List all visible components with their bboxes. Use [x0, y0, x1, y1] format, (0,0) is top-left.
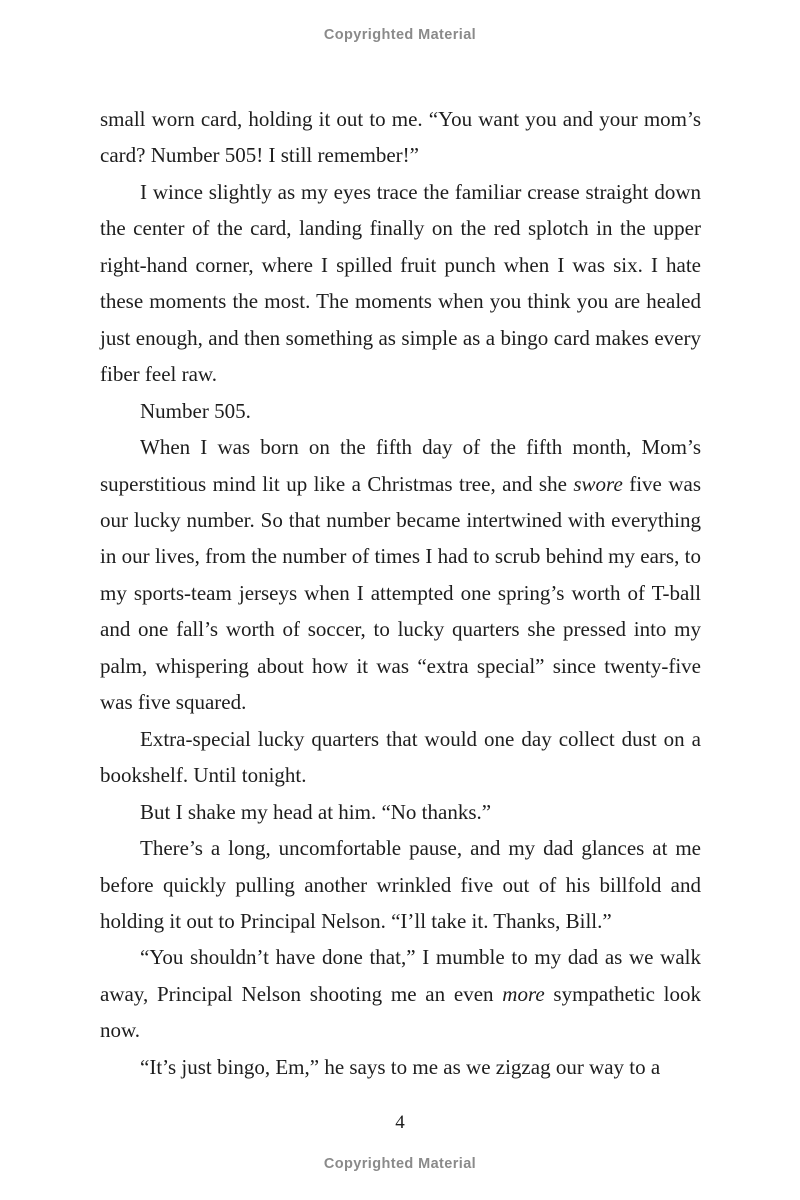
italic-text-segment: swore: [573, 471, 623, 496]
text-segment: “You shouldn’t have done that,” I mumble to my dad as we walk away, Principal Nelson shooting me an even: [100, 945, 701, 1006]
text-segment: I wince slightly as my eyes trace the familiar crease straight down the center of the card, landing finally on the red splotch in the upper right-hand corner, where I spilled fruit punch when I was six. I hate these moments the most. The moments when you think you are healed just enough, and then something as simple as a bingo card makes every fiber feel raw.: [100, 179, 701, 387]
copyright-notice-header: Copyrighted Material: [323, 27, 477, 43]
text-segment: five was our lucky number. So that number became intertwined with everything in our lives, from the number of times I had to scrub behind my ears, to my sports-team jerseys when I attempted one spring’s worth of T-ball and one fall’s worth of soccer, to lucky quarters she pressed into my palm, whispering about how it was “extra special” since twenty-five was five squared.: [100, 471, 701, 715]
page-body: [100, 101, 701, 1085]
paragraph: [100, 721, 701, 794]
text-segment: When I was born on the fifth day of the fifth month, Mom’s superstitious mind lit up like a Christmas tree, and she: [100, 435, 701, 496]
paragraph: [100, 429, 701, 721]
paragraph: [100, 939, 701, 1048]
page-number: 4: [395, 1112, 405, 1133]
text-segment: “It’s just bingo, Em,” he says to me as we zigzag our way to a: [140, 1054, 661, 1079]
text-segment: sympathetic look now.: [100, 981, 701, 1043]
copyright-notice-footer: Copyrighted Material: [323, 1156, 477, 1172]
text-segment: But I shake my head at him. “No thanks.”: [140, 799, 492, 824]
paragraph: [100, 393, 701, 429]
text-segment: Extra-special lucky quarters that would one day collect dust on a bookshelf. Until tonight.: [100, 726, 701, 788]
text-segment: small worn card, holding it out to me. “You want you and your mom’s card? Number 505! I still remember!”: [100, 107, 701, 168]
text-segment: There’s a long, uncomfortable pause, and my dad glances at me before quickly pulling another wrinkled five out of his billfold and holding it out to Principal Nelson. “I’ll take it. Thanks, Bill.”: [100, 836, 701, 933]
paragraph: [100, 1049, 701, 1085]
paragraph: [100, 101, 701, 174]
paragraph: [100, 174, 701, 393]
text-segment: Number 505.: [140, 398, 251, 423]
italic-text-segment: more: [502, 981, 545, 1006]
paragraph: [100, 794, 701, 830]
paragraph: [100, 830, 701, 939]
